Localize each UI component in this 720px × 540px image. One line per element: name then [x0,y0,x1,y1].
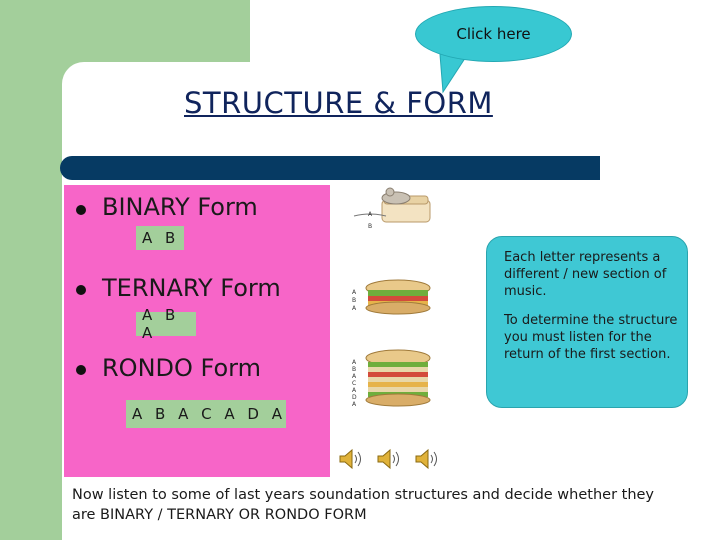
rondo-sandwich-letter: A [352,401,357,408]
rondo-sandwich-letter: B [352,366,357,373]
binary-sandwich-letter: B [368,223,373,230]
ternary-sandwich-icon [346,274,438,322]
rondo-sandwich-letter: A [352,373,357,380]
binary-sequence: A B [142,229,180,247]
rondo-sandwich-letter: D [352,394,357,401]
info-box [486,236,688,408]
rondo-sandwich-icon [346,346,438,412]
speaker-icon[interactable] [414,448,440,470]
callout-label: Click here [456,25,531,43]
rondo-sequence: A B A C A D A [132,405,286,423]
click-here-callout-button[interactable] [415,6,572,62]
binary-sequence-box [136,226,184,250]
speaker-icon[interactable] [338,448,364,470]
instructions-text: Now listen to some of last years soundation structures and decide whether they are BINARY / TERNARY OR RONDO FORM [72,487,655,523]
speaker-icon[interactable] [376,448,402,470]
info-paragraph-structure: To determine the structure you must listen for the return of the first section. [504,313,678,362]
info-paragraph-sections: Each letter represents a different / new section of music. [504,250,667,299]
ternary-sandwich-letter: A [352,305,357,312]
page-title: STRUCTURE & FORM [184,86,493,120]
bullet-icon [76,205,86,215]
ternary-sequence-box [136,306,196,342]
ternary-form-label: TERNARY Form [102,274,281,302]
rondo-sequence-box [126,400,286,428]
ternary-sequence: A B A [142,306,180,342]
binary-sandwich-letter: A [368,211,373,218]
forms-panel [64,185,330,477]
binary-form-label: BINARY Form [102,193,258,221]
bullet-icon [76,285,86,295]
ternary-sandwich-letter: B [352,297,357,304]
rondo-sandwich-letter: A [352,359,357,366]
rondo-sandwich-letter: A [352,387,357,394]
rondo-form-label: RONDO Form [102,354,261,382]
rondo-sandwich-letter: C [352,380,357,387]
bullet-icon [76,365,86,375]
binary-sandwich-icon [346,186,438,234]
ternary-sandwich-letter: A [352,289,357,296]
divider-bar [60,156,600,180]
